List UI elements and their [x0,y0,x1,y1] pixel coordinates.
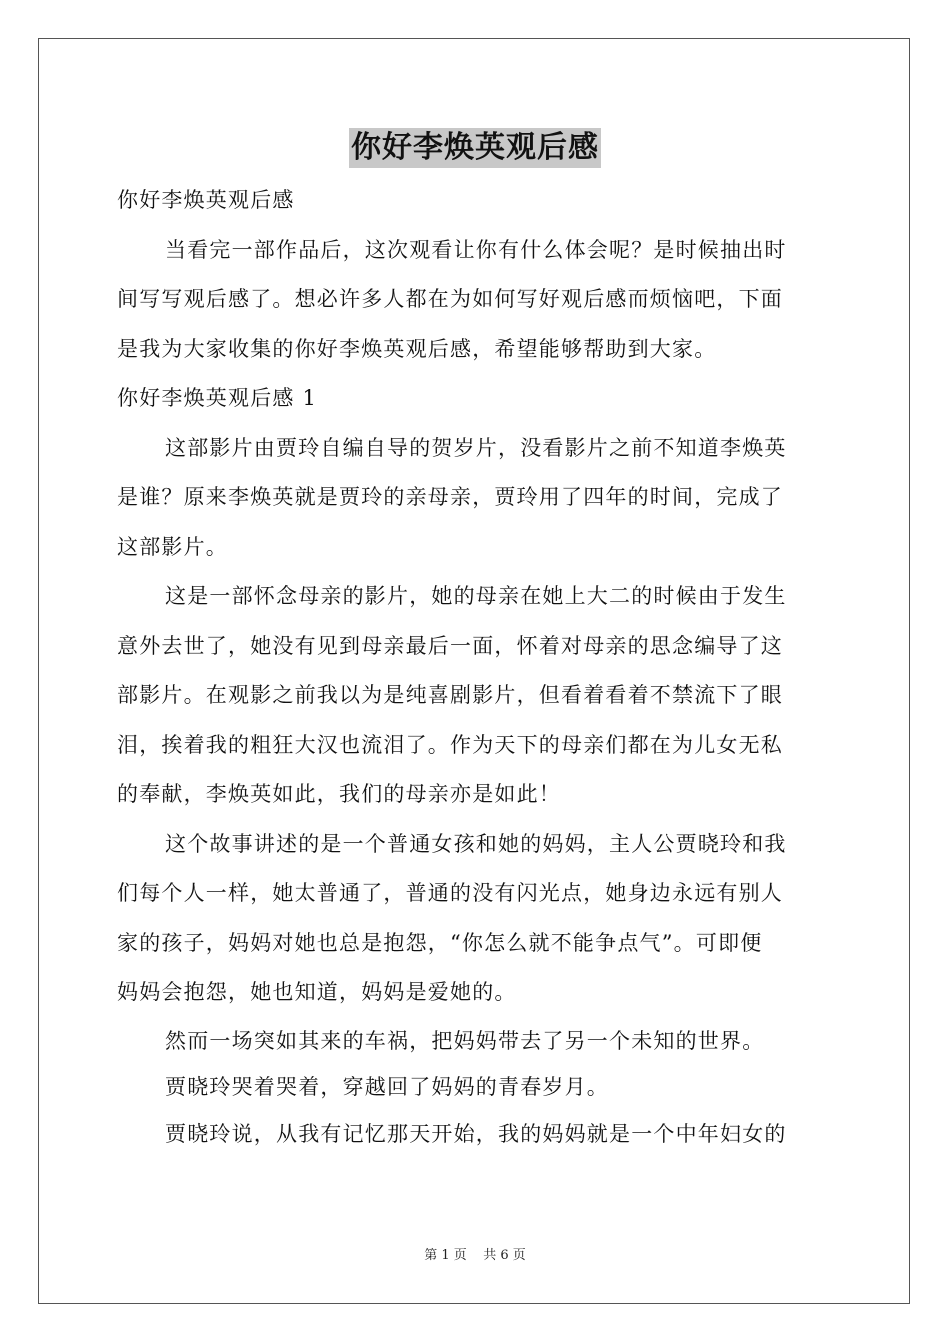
body-line: 你好李焕英观后感 1 [117,386,318,410]
body-line: 的奉献，李焕英如此，我们的母亲亦是如此！ [117,782,561,806]
body-line: 妈妈会抱怨，她也知道，妈妈是爱她的。 [117,980,517,1004]
body-line: 是谁？原来李焕英就是贾玲的亲母亲，贾玲用了四年的时间，完成了 [117,485,783,509]
title-container [0,128,950,168]
body-line: 泪，挨着我的粗狂大汉也流泪了。作为天下的母亲们都在为儿女无私 [117,732,783,757]
body-line: 是我为大家收集的你好李焕英观后感，希望能够帮助到大家。 [117,336,717,361]
document-body [117,176,833,1159]
body-line: 部影片。在观影之前我以为是纯喜剧影片，但看着看着不禁流下了眼 [117,683,783,707]
body-line: 你好李焕英观后感 [117,188,295,212]
document-title: 你好李焕英观后感 [349,128,601,168]
body-line: 贾晓玲说，从我有记忆那天开始，我的妈妈就是一个中年妇女的 [165,1121,787,1146]
body-line: 这部影片由贾玲自编自导的贺岁片，没看影片之前不知道李焕英 [165,435,787,460]
page-total: 共 6 页 [483,1248,526,1263]
body-line: 贾晓玲哭着哭着，穿越回了妈妈的青春岁月。 [165,1074,609,1099]
body-line: 当看完一部作品后，这次观看让你有什么体会呢？是时候抽出时 [165,237,787,262]
page-number: 第 1 页 [424,1248,467,1263]
body-line: 们每个人一样，她太普通了，普通的没有闪光点，她身边永远有别人 [117,881,783,905]
page-footer [0,1244,950,1263]
body-line: 意外去世了，她没有见到母亲最后一面，怀着对母亲的思念编导了这 [117,633,783,658]
body-line: 这部影片。 [117,534,228,559]
body-line: 这个故事讲述的是一个普通女孩和她的妈妈，主人公贾晓玲和我 [165,831,787,856]
body-line: 然而一场突如其来的车祸，把妈妈带去了另一个未知的世界。 [165,1028,765,1053]
body-line: 这是一部怀念母亲的影片，她的母亲在她上大二的时候由于发生 [165,584,787,608]
body-line: 间写写观后感了。想必许多人都在为如何写好观后感而烦恼吧，下面 [117,287,783,311]
body-line: 家的孩子，妈妈对她也总是抱怨，“你怎么就不能争点气”。可即便 [117,930,763,955]
